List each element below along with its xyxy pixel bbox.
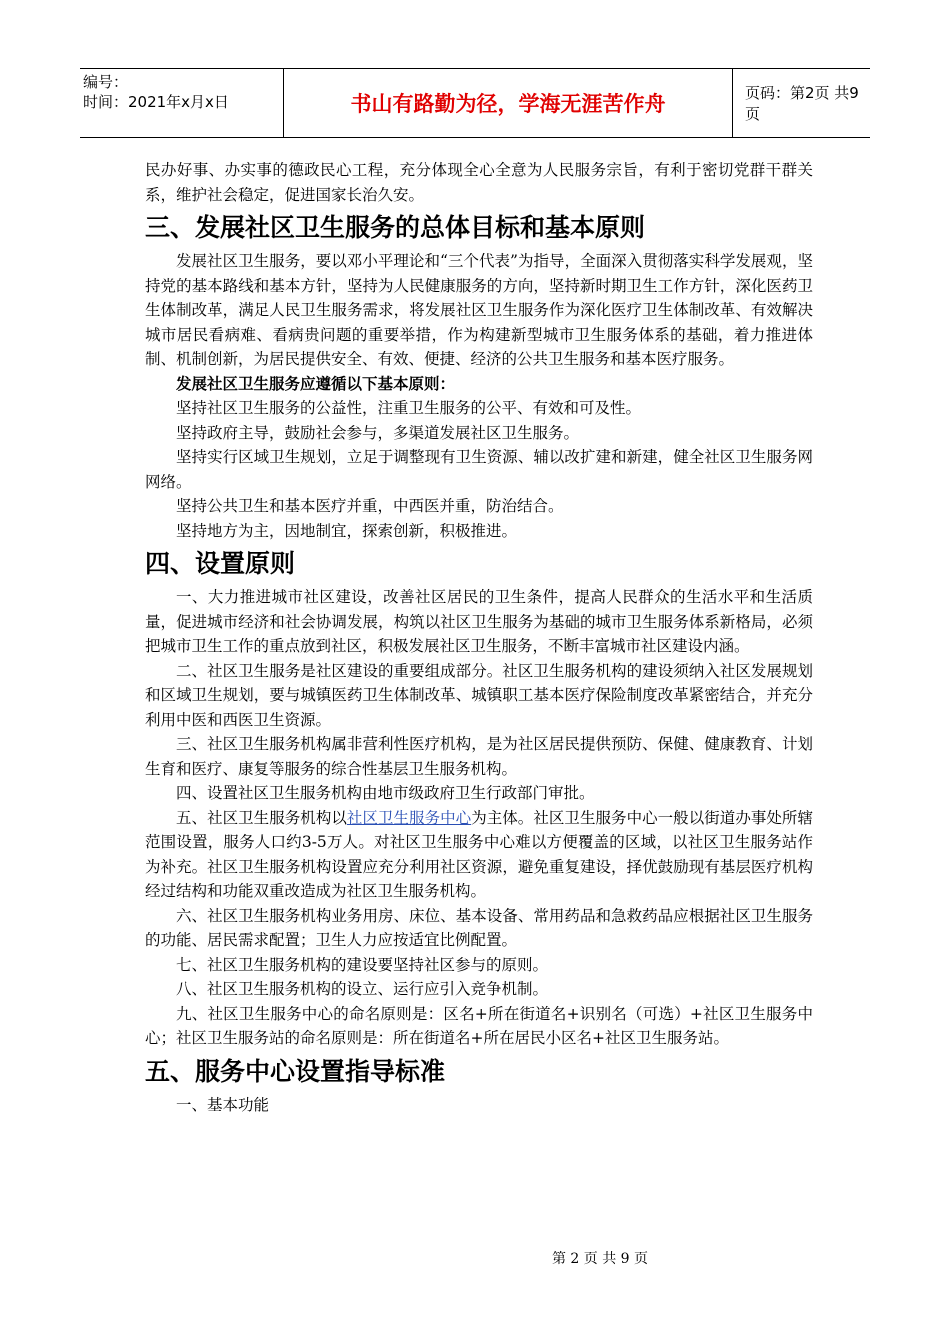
page-header [80,68,870,138]
text-span: 为主体。社区卫生服务中心一般以街道办事处所辖范围设置，服务人口约3-5万人。对社区卫生服务中心难以方便覆盖的区域，以社区卫生服务站作为补充。社区卫生服务机构设置应充分利用社区资源，避免重复建设，择优鼓励现有基层医疗机构经过结构和功能双重改造成为社区卫生服务机构。 [145,808,813,900]
paragraph: 民办好事、办实事的德政民心工程，充分体现全心全意为人民服务宗旨，有利于密切党群干群关系，维护社会稳定，促进国家长治久安。 [145,161,813,204]
paragraph: 二、社区卫生服务是社区建设的重要组成部分。社区卫生服务机构的建设须纳入社区发展规划和区域卫生规划，要与城镇医药卫生体制改革、城镇职工基本医疗保险制度改革紧密结合，并充分利用中医和西医卫生资源。 [145,661,813,729]
paragraph: 坚持实行区域卫生规划，立足于调整现有卫生资源、辅以改扩建和新建，健全社区卫生服务网网络。 [145,448,813,491]
document-body [145,158,813,1117]
paragraph: 坚持政府主导，鼓励社会参与，多渠道发展社区卫生服务。 [176,423,580,442]
paragraph: 六、社区卫生服务机构业务用房、床位、基本设备、常用药品和急救药品应根据社区卫生服务的功能、居民需求配置；卫生人力应按适宜比例配置。 [145,906,813,949]
paragraph: 三、社区卫生服务机构属非营利性医疗机构，是为社区居民提供预防、保健、健康教育、计划生育和医疗、康复等服务的综合性基层卫生服务机构。 [145,735,813,778]
paragraph [145,806,813,904]
paragraph: 四、设置社区卫生服务机构由地市级政府卫生行政部门审批。 [176,784,595,802]
header-page-info: 页码：第2页 共9页 [745,84,859,123]
page-footer [0,1248,950,1268]
text-span: 五、社区卫生服务机构以 [176,808,347,827]
time-label: 时间：2021年x月x日 [83,93,229,111]
paragraph-bold: 发展社区卫生服务应遵循以下基本原则： [176,373,456,393]
section-heading-3: 三、发展社区卫生服务的总体目标和基本原则 [145,213,646,242]
paragraph: 坚持公共卫生和基本医疗并重，中西医并重，防治结合。 [176,497,564,515]
header-meta [80,69,283,137]
paragraph: 一、大力推进城市社区建设，改善社区居民的卫生条件，提高人民群众的生活水平和生活质量，促进城市经济和社会协调发展，构筑以社区卫生服务为基础的城市卫生服务体系新格局，必须把城市卫生工作的重点放到社区，积极发展社区卫生服务，不断丰富城市社区建设内涵。 [145,588,813,655]
header-motto: 书山有路勤为径，学海无涯苦作舟 [283,69,733,137]
paragraph: 九、社区卫生服务中心的命名原则是：区名+所在街道名+识别名（可选）+社区卫生服务中心；社区卫生服务站的命名原则是：所在街道名+所在居民小区名+社区卫生服务站。 [145,1004,813,1047]
number-label: 编号： [83,73,129,91]
paragraph: 发展社区卫生服务，要以邓小平理论和“三个代表”为指导，全面深入贯彻落实科学发展观，坚持党的基本路线和基本方针，坚持为人民健康服务的方向，坚持新时期卫生工作方针，深化医药卫生体制改革，满足人民卫生服务需求，将发展社区卫生服务作为深化医疗卫生体制改革、有效解决城市居民看病难、看病贵问题的重要举措，作为构建新型城市卫生服务体系的基础，着力推进体制、机制创新，为居民提供安全、有效、便捷、经济的公共卫生服务和基本医疗服务。 [145,252,813,368]
paragraph: 一、基本功能 [176,1095,270,1114]
paragraph: 八、社区卫生服务机构的设立、运行应引入竞争机制。 [176,980,549,998]
section-heading-5: 五、服务中心设置指导标准 [145,1056,446,1086]
paragraph: 七、社区卫生服务机构的建设要坚持社区参与的原则。 [176,955,549,974]
section-heading-4: 四、设置原则 [145,549,296,578]
footer-page-number: 第 2 页 共 9 页 [551,1251,649,1267]
paragraph: 坚持地方为主，因地制宜，探索创新，积极推进。 [176,521,518,540]
community-health-center-link[interactable]: 社区卫生服务中心 [346,808,472,827]
paragraph: 坚持社区卫生服务的公益性，注重卫生服务的公平、有效和可及性。 [176,399,642,417]
